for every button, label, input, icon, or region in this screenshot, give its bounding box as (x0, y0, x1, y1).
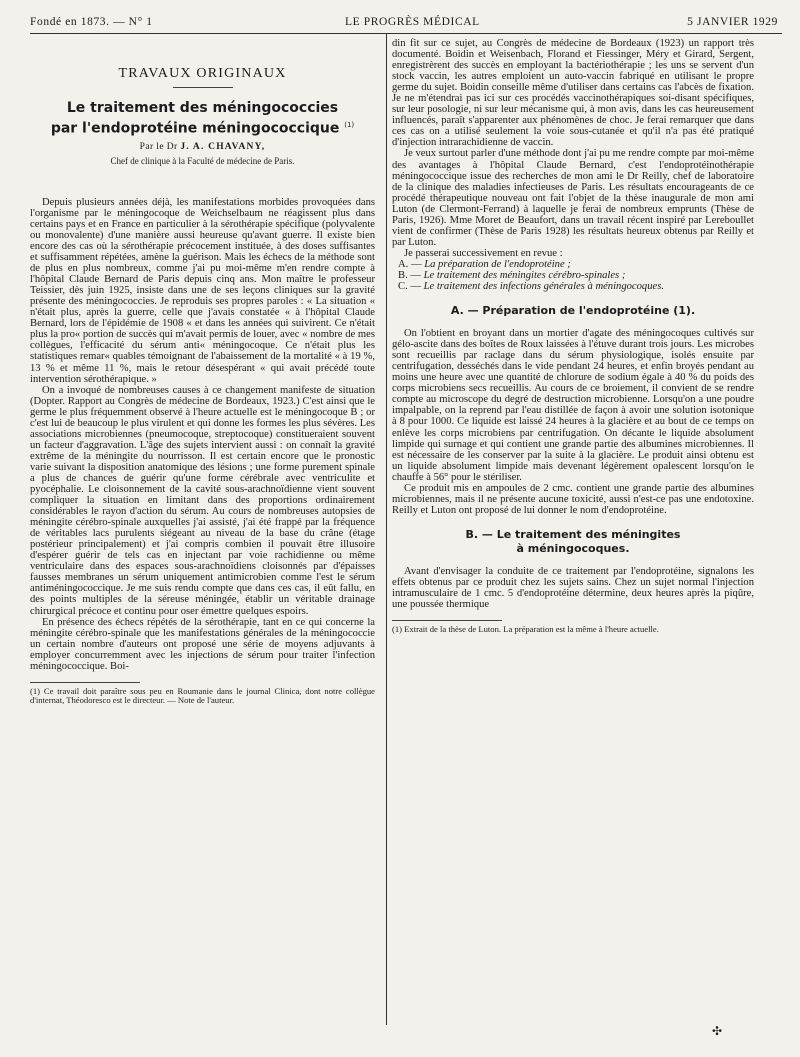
subsection-heading-a: A. — Préparation de l'endoprotéine (1). (450, 304, 696, 318)
title-rule (173, 87, 233, 88)
article-title (30, 100, 375, 138)
header-journal-name: LE PROGRÈS MÉDICAL (345, 16, 480, 28)
article-title-line-1: Le traitement des méningococcies (66, 100, 339, 117)
running-header (30, 16, 778, 32)
list-key: A. — (398, 258, 422, 270)
body-paragraph: din fit sur ce sujet, au Congrès de médecine de Bordeaux (1923) un rapport très documenté. Boidin et Weisenbach, Florand et Fiessinger, Méry et Girard, Sergent, enregistrèrent des succès en employant la bactériothérapie ; les uns se servent d'un stock vaccin, les autres emploient un auto-vaccin fabriqué en utilisant le propre germe du sujet. Boidin conseille même d'utiliser dans certains cas l'abcès de fixation. Je ne m'étendrai pas ici sur ces procédés vaccinothérapiques soi-disant spécifiques, sur leur posologie, ni sur leur mécanisme qui, à mon avis, dans les cas heureusement influencés, paraît s'apparenter aux phénomènes de choc. Je ferai remarquer que dans ces cas on a utilisé seulement la voie sous-cutanée et qu'il n'a pas été pratiqué d'injection intrarachidienne de vaccin. (392, 38, 754, 149)
left-column (30, 40, 375, 706)
list-key: C. — (398, 281, 421, 293)
column-rule (386, 33, 387, 1025)
list-text: La préparation de l'endoprotéine ; (424, 258, 571, 270)
subsection-heading-b-line-2: à méningocoques. (516, 541, 630, 555)
footnote-rule (392, 620, 502, 621)
body-paragraph: Avant d'envisager la conduite de ce traitement par l'endoprotéine, signalons les effets obtenus par ce produit chez les sujets sains. Chez un sujet normal l'injection intramusculaire de 1 cmc. 5 d'endoprotéine détermine, deux heures après la piqûre, une poussée thermique (392, 565, 754, 611)
header-rule (30, 33, 782, 34)
article-title-line-2-text: par l'endoprotéine méningococcique (50, 120, 340, 137)
footnote: (1) Ce travail doit paraître sous peu en Roumanie dans le journal Clinica, dont notre collègue d'internat, Théodoresco est le directeur. — Note de l'auteur. (30, 685, 375, 706)
body-paragraph: Je veux surtout parler d'une méthode dont j'ai pu me rendre compte par moi-même des avantages à l'hôpital Claude Bernard, c'est l'endoprotéinothérapie méningococcique issue des recherches de mon ami le Dr Reilly, chef de laboratoire de la clinique des maladies infectieuses de Paris. Les résultats encourageants de ce procédé thérapeutique nouveau ont fait l'objet de la thèse inaugurale de mon ami Luton (de Clermont-Ferrand) à laquelle je ferai de nombreux emprunts (Thèse de Paris, 1926). Mme Moret de Beaufort, dans un travail récent inspiré par Lereboullet vient de confirmer (Thèse de Paris 1928) les résultats heureux obtenus par Reilly et par Luton. (392, 148, 754, 248)
byline-prefix: Par le Dr (139, 141, 178, 152)
subsection-heading-b (392, 528, 754, 556)
body-paragraph: On a invoqué de nombreuses causes à ce changement manifeste de situation (Dopter. Rapport au Congrès de médecine de Bordeaux, 1923.) C'est ainsi que le germe le plus fréquemment observé à l'heure actuelle est le méningocoque B ; or c'est lui de beaucoup le plus virulent et qui donne les formes les plus sévères. Les associations microbiennes (pneumocoque, streptocoque) constitueraient souvent un facteur d'aggravation. L'âge des sujets intervient aussi : on connaît la gravité extrême de la méningite du nourrisson. Il est certain encore que le pronostic varie suivant la disposition anatomique des lésions ; une forme purement spinale a plus de chances de guérir qu'une forme cérébrale avec ventriculite et pyocéphalie. Le cloisonnement de la cavité sous-arachnoïdienne vient souvent compliquer la situation en limitant dans des proportions ordinairement considérables le rayon d'action du sérum. Au cours de nombreuses autopsies de méningite cérébro-spinale auxquelles j'ai assisté, j'ai été frappé par la fréquence de véritables lacs purulents siégeant au niveau de la base du crâne (étage postérieur principalement) et j'ai compris combien il pouvait être illusoire d'espérer guérir de tels cas en injectant par voie rachidienne ou même ventriculaire dans des espaces sous-arachnoïdiens cloisonnés par d'épaisses fausses membranes un sérum uniquement antimicrobien comme l'est le sérum antiméningococcique. Je me suis rendu compte que dans ces cas, il eût fallu, en des points multiples de la séreuse méningée, établir un véritable drainage chirurgical précoce et continu pour oser émettre quelques espoirs. (30, 384, 375, 617)
footnote: (1) Extrait de la thèse de Luton. La préparation est la même à l'heure actuelle. (392, 624, 659, 635)
header-founded: Fondé en 1873. — N° 1 (30, 16, 153, 28)
list-item (398, 259, 754, 270)
footnote-rule (30, 682, 140, 683)
body-paragraph: En présence des échecs répétés de la sérothérapie, tant en ce qui concerne la méningite cérébro-spinale que les manifestations générales de la méningococcie un certain nombre d'auteurs ont proposé une série de moyens adjuvants à employer concurremment avec les injections de sérum pour traiter l'infection méningococcique. Boi- (30, 616, 375, 672)
article-title-line-2 (30, 117, 375, 138)
section-title: TRAVAUX ORIGINAUX (118, 66, 287, 81)
list-text: Le traitement des infections générales à méningocoques. (423, 281, 664, 293)
author-name: J. A. CHAVANY, (180, 141, 266, 152)
list-item (398, 281, 754, 292)
author-affiliation: Chef de clinique à la Faculté de médecine de Paris. (110, 155, 295, 166)
right-column (392, 38, 754, 635)
body-paragraph: On l'obtient en broyant dans un mortier d'agate des méningocoques cultivés sur gélo-ascite dans des boîtes de Roux laissées à l'étuve durant trois jours. Les microbes sont recueillis par raclage dans du sérum physiologique, isolés ensuite par centrifugation, desséchés dans le vide pendant 24 heures, et enfin broyés pendant au moins une heure avec une quantité de chlorure de sodium égale à 40 % du poids des corps microbiens secs recueillis. Au cours de ce broiement, il convient de se rendre compte au microscope du degré de destruction microbienne. Lorsqu'on a une poudre impalpable, on la reprend par l'eau distillée de façon à avoir une solution isotonique à 8 pour 1000. Ce liquide est laissé 24 heures à la glacière et au bout de ce temps on enlève les corps microbiens par centrifugation. On décante le liquide absolument limpide qui surnage et qui contient une grande partie des albumines microbiennes. Il est nécessaire de les conserver par la suite à la glacière. Le produit ainsi obtenu est un liquide absolument limpide mais devenant légèrement opalescent lorsqu'on le chauffe à 56° pour le stériliser. (392, 328, 754, 483)
list-key: B. — (398, 269, 421, 281)
list-text: Le traitement des méningites cérébro-spinales ; (423, 269, 626, 281)
body-paragraph: Ce produit mis en ampoules de 2 cmc. contient une grande partie des albumines microbiennes, mais il ne présente aucune toxicité, aussi n'est-ce pas une endotoxine. Reilly et Luton ont proposé de lui donner le nom d'endoprotéine. (392, 482, 754, 516)
subsection-heading-b-line-1: B. — Le traitement des méningites (465, 527, 681, 541)
header-date: 5 JANVIER 1929 (687, 16, 778, 28)
ornament-icon: ✣ (712, 1024, 723, 1038)
body-paragraph: Je passerai successivement en revue : (404, 247, 563, 259)
list-item (398, 270, 754, 281)
title-footnote-marker: (1) (344, 121, 355, 130)
byline (30, 142, 375, 153)
body-paragraph: Depuis plusieurs années déjà, les manifestations morbides provoquées dans l'organisme par le méningocoque de Weichselbaum ne réagissent plus dans certains pays et en France en particulier à la sérothérapie spécifique (polyvalente ou monovalente) d'une manière aussi heureuse qu'avant guerre. Il existe bien encore des cas où la sérothérapie précocement instituée, à des doses suffisantes et suffisamment répétées, amène la guérison. Mais les échecs de la méthode sont de plus en plus nombreux, comme j'ai pu moi-même m'en rendre compte à l'hôpital Claude Bernard de Paris depuis cinq ans. Mon maître le professeur Teissier, dès juin 1925, insiste dans une de ses leçons cliniques sur la gravité présente des méningococcies. Je reproduis ses propres paroles : « La situation « n'était plus, après la guerre, celle que j'avais constatée « à l'hôpital Claude Bernard, lors de l'épidémie de 1908 « et dans les années qui suivirent. Ce n'était plus la pro« portion de succès qui m'avait permis de louer, avec « nombre de mes collègues, l'efficacité du sérum anti« méningocoque. Ce n'était plus les statistiques remar« quables témoignant de l'abaissement de la mortalité « à 19 %, 13 % et même 11 %, mais le retour désespérant « qui avait précédé toute intervention sérothérapique. » (30, 196, 375, 385)
